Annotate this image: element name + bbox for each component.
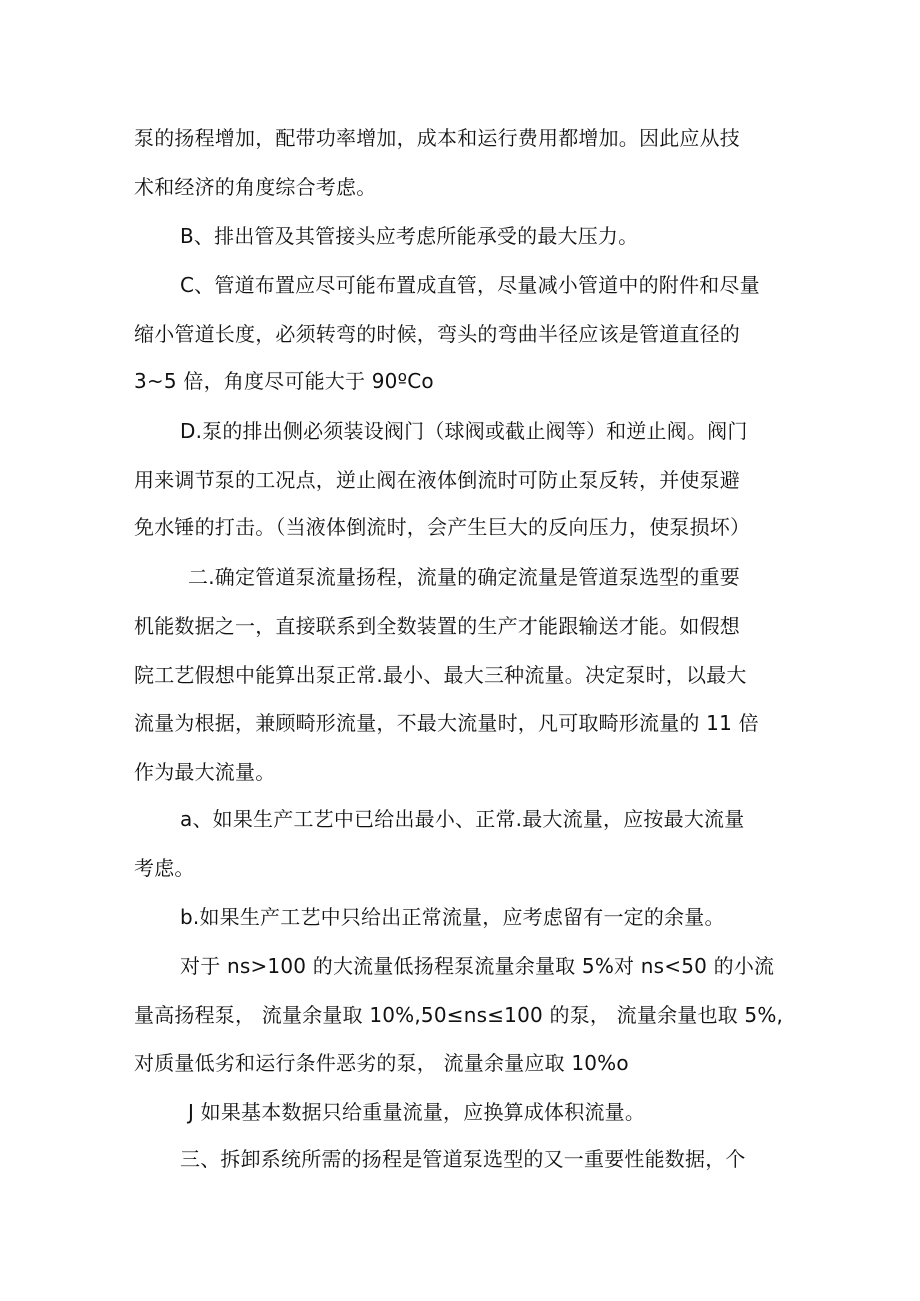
text-line-6: 3~5 倍，角度尽可能大于 90ºCo: [134, 369, 434, 393]
text-line-10: 二.确定管道泵流量扬程，流量的确定流量是管道泵选型的重要: [188, 565, 740, 589]
text-line-21: J 如果基本数据只给重量流量，应换算成体积流量。: [188, 1100, 646, 1124]
text-line-13: 流量为根据，兼顾畸形流量，不最大流量时，凡可取畸形流量的 11 倍: [134, 711, 759, 735]
text-line-16: 考虑。: [134, 856, 195, 880]
text-line-18: 对于 ns>100 的大流量低扬程泵流量余量取 5%对 ns<50 的小流: [180, 954, 775, 978]
text-line-1: 泵的扬程增加，配带功率增加，成本和运行费用都增加。因此应从技: [134, 126, 740, 150]
text-line-4: C、管道布置应尽可能布置成直管，尽量减小管道中的附件和尽量: [180, 273, 760, 297]
text-line-19: 量高扬程泵， 流量余量取 10%,50≤ns≤100 的泵， 流量余量也取 5%,: [134, 1003, 784, 1027]
text-line-22: 三、拆卸系统所需的扬程是管道泵选型的又一重要性能数据，个: [180, 1147, 746, 1171]
text-line-15: a、如果生产工艺中已给出最小、正常.最大流量，应按最大流量: [180, 807, 745, 831]
text-line-2: 术和经济的角度综合考虑。: [134, 175, 377, 199]
text-line-5: 缩小管道长度，必须转弯的时候，弯头的弯曲半径应该是管道直径的: [134, 322, 740, 346]
text-line-14: 作为最大流量。: [134, 760, 276, 784]
text-line-12: 院工艺假想中能算出泵正常.最小、最大三种流量。决定泵时，以最大: [134, 663, 747, 687]
text-line-9: 免水锤的打击。（当液体倒流时，会产生巨大的反向压力，使泵损坏）: [134, 515, 751, 539]
text-line-20: 对质量低劣和运行条件恶劣的泵， 流量余量应取 10%o: [134, 1051, 629, 1075]
text-line-17: b.如果生产工艺中只给出正常流量，应考虑留有一定的余量。: [180, 905, 725, 929]
text-line-7: D.泵的排出侧必须装设阀门（球阀或截止阀等）和逆止阀。阀门: [180, 419, 748, 443]
text-line-11: 机能数据之一，直接联系到全数装置的生产才能跟输送才能。如假想: [134, 614, 740, 638]
text-line-8: 用来调节泵的工况点，逆止阀在液体倒流时可防止泵反转，并使泵避: [134, 468, 740, 492]
text-line-3: B、排出管及其管接头应考虑所能承受的最大压力。: [180, 224, 639, 248]
